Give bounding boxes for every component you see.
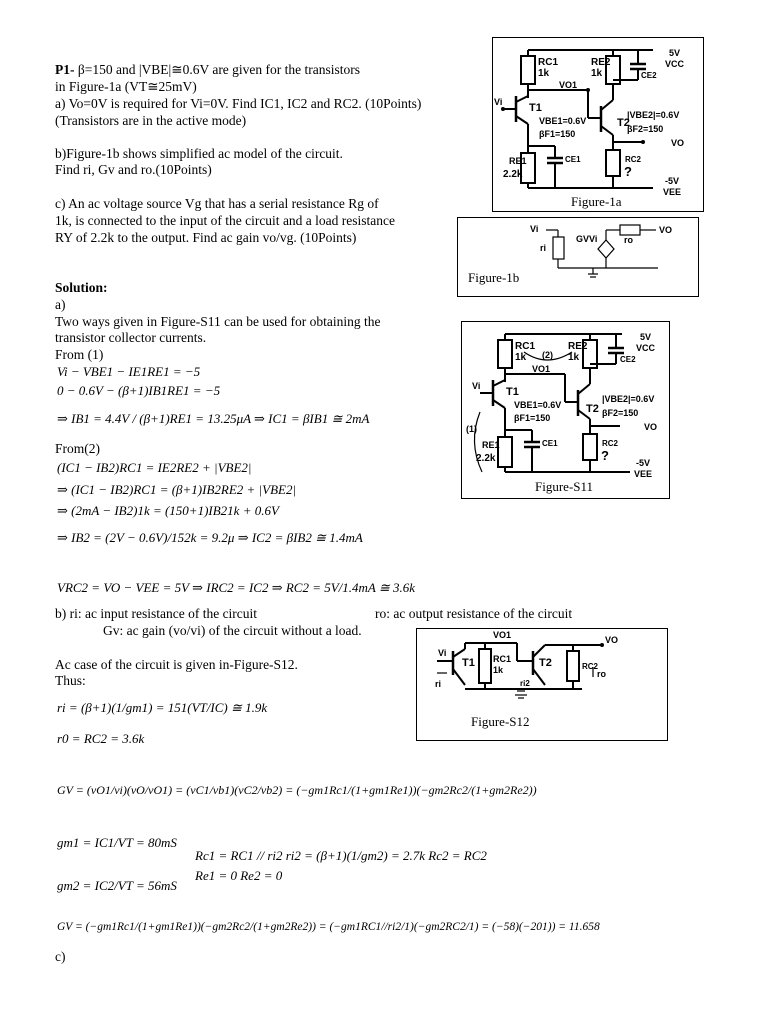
from-2-label: From(2) xyxy=(55,441,100,456)
label-beta2: βF2=150 xyxy=(627,124,664,134)
problem-line-2: in Figure-1a (VT≅25mV) xyxy=(55,79,197,94)
label-vcc-value: 5V xyxy=(669,48,681,58)
equation-ro: r0 = RC2 = 3.6k xyxy=(57,731,145,746)
part-a-note: (Transistors are in the active mode) xyxy=(55,113,247,128)
equation-re-definitions: Re1 = 0 Re2 = 0 xyxy=(195,868,283,883)
figure-1a xyxy=(492,37,704,212)
s11-label-vbe1: VBE1=0.6V xyxy=(514,400,562,410)
equation-gm1: gm1 = IC1/VT = 80mS xyxy=(57,835,177,850)
label-vee: VEE xyxy=(663,187,682,197)
s11-label-vee-value: -5V xyxy=(636,458,651,468)
equation-gv: GV = (vO1/vi)(vO/vO1) = (vC1/vb1)(vC2/vb2) = (−gm1Rc1/(1+gm1Re1))(−gm2Rc2/(1+gm2Re2)) xyxy=(57,783,537,797)
part-c-line-1: c) An ac voltage source Vg that has a serial resistance Rg of xyxy=(55,196,379,211)
b-gv-definition: Gv: ac gain (vo/vi) of the circuit without a load. xyxy=(103,623,362,638)
equation-1: Vi − VBE1 − IE1RE1 = −5 xyxy=(57,364,201,379)
label-rc2: RC2 xyxy=(625,155,642,164)
label-ce1: CE1 xyxy=(565,155,581,164)
s12-label-vo: VO xyxy=(605,635,619,645)
equation-6: ⇒ (2mA − IB2)1k = (150+1)IB21k + 0.6V xyxy=(57,503,279,518)
figure-s12-schematic xyxy=(417,629,667,740)
problem-line-1 xyxy=(55,61,360,78)
label-gv-source: GVVi xyxy=(576,234,598,244)
label-vo-1b: VO xyxy=(659,225,673,235)
figure-1b xyxy=(457,217,699,297)
figure-1a-caption: Figure-1a xyxy=(571,194,622,209)
problem-givens: β=150 and |VBE|≅0.6V are given for the transistors xyxy=(77,62,361,77)
value-re1: 2.2k xyxy=(503,169,523,180)
label-vo1: VO1 xyxy=(559,80,578,90)
label-vo: VO xyxy=(671,138,685,148)
s11-value-rc2: ? xyxy=(601,448,609,463)
solution-intro-2: transistor collector currents. xyxy=(55,330,207,345)
equation-4: (IC1 − IB2)RC1 = IE2RE2 + |VBE2| xyxy=(57,460,252,475)
s11-label-t2: T2 xyxy=(586,403,599,415)
b-ri-definition: b) ri: ac input resistance of the circuit xyxy=(55,606,258,621)
s11-label-vo: VO xyxy=(644,422,658,432)
equation-gm2: gm2 = IC2/VT = 56mS xyxy=(57,878,177,893)
label-vbe2: |VBE2|=0.6V xyxy=(627,110,680,120)
equation-7: ⇒ IB2 = (2V − 0.6V)/152k = 9.2μ ⇒ IC2 = βIB2 ≅ 1.4mA xyxy=(57,530,363,545)
loop-1-label: (1) xyxy=(466,424,477,434)
s11-label-re1: RE1 xyxy=(482,440,500,450)
s12-label-vi: Vi xyxy=(438,648,447,658)
label-vbe1: VBE1=0.6V xyxy=(539,116,587,126)
label-vi: Vi xyxy=(494,97,503,107)
label-ri-1b: ri xyxy=(540,243,547,253)
part-a-question: a) Vo=0V is required for Vi=0V. Find IC1, IC2 and RC2. (10Points) xyxy=(55,96,422,111)
part-c-line-3: RY of 2.2k to the output. Find ac gain vo/vg. (10Points) xyxy=(55,230,357,245)
s11-label-vcc-value: 5V xyxy=(640,332,652,342)
s11-label-vi: Vi xyxy=(472,381,481,391)
equation-rc-definitions: Rc1 = RC1 // ri2 ri2 = (β+1)(1/gm2) = 2.7k Rc2 = RC2 xyxy=(195,848,487,863)
label-re1: RE1 xyxy=(509,156,527,166)
label-ce2: CE2 xyxy=(641,71,657,80)
solution-part-a: a) xyxy=(55,297,66,312)
s11-label-vbe2: |VBE2|=0.6V xyxy=(602,394,655,404)
label-vi-1b: Vi xyxy=(530,224,539,234)
loop-2-label: (2) xyxy=(542,350,553,360)
ac-case-text: Ac case of the circuit is given in-Figure-S12. xyxy=(55,657,298,672)
s11-label-vcc: VCC xyxy=(636,343,656,353)
label-vee-value: -5V xyxy=(665,176,680,186)
figure-1a-schematic xyxy=(493,38,703,211)
part-c-line-2: 1k, is connected to the input of the circuit and a load resistance xyxy=(55,213,396,228)
equation-5: ⇒ (IC1 − IB2)RC1 = (β+1)IB2RE2 + |VBE2| xyxy=(57,482,297,497)
value-rc2-unknown: ? xyxy=(624,164,632,179)
equation-2: 0 − 0.6V − (β+1)IB1RE1 = −5 xyxy=(57,383,221,398)
value-rc1: 1k xyxy=(538,68,550,79)
s11-value-re2: 1k xyxy=(568,352,580,363)
s12-label-vo1: VO1 xyxy=(493,630,512,640)
figure-s12 xyxy=(416,628,668,741)
label-t1: T1 xyxy=(529,102,542,114)
value-re2: 1k xyxy=(591,68,603,79)
label-rc1: RC1 xyxy=(538,57,559,68)
equation-3: ⇒ IB1 = 4.4V / (β+1)RE1 = 13.25μA ⇒ IC1 = βIB1 ≅ 2mA xyxy=(57,411,370,426)
s11-label-vee: VEE xyxy=(634,469,653,479)
s12-label-t2: T2 xyxy=(539,657,552,669)
s11-label-vo1: VO1 xyxy=(532,364,551,374)
b-ro-definition: ro: ac output resistance of the circuit xyxy=(375,606,573,621)
s11-label-re2: RE2 xyxy=(568,341,588,352)
s12-label-t1: T1 xyxy=(462,657,475,669)
thus-label: Thus: xyxy=(55,673,86,688)
s12-label-ri: ri xyxy=(435,679,442,689)
problem-label: P1- xyxy=(55,62,75,77)
s11-label-beta2: βF2=150 xyxy=(602,408,639,418)
part-b-task: Find ri, Gv and ro.(10Points) xyxy=(55,162,212,177)
label-re2: RE2 xyxy=(591,57,611,68)
from-1-label: From (1) xyxy=(55,347,104,362)
s11-label-ce1: CE1 xyxy=(542,439,558,448)
s11-label-rc2: RC2 xyxy=(602,439,619,448)
s12-label-rc2: RC2 xyxy=(582,662,599,671)
equation-8: VRC2 = VO − VEE = 5V ⇒ IRC2 = IC2 ⇒ RC2 = 5V/1.4mA ≅ 3.6k xyxy=(57,580,416,595)
label-ro-1b: ro xyxy=(624,235,633,245)
label-beta1: βF1=150 xyxy=(539,129,576,139)
s11-label-rc1: RC1 xyxy=(515,341,536,352)
solution-part-c: c) xyxy=(55,949,66,964)
s12-label-ri2: ri2 xyxy=(520,679,530,688)
equation-gv-result: GV = (−gm1Rc1/(1+gm1Re1))(−gm2Rc2/(1+gm2Re2)) = (−gm1RC1//ri2/1)(−gm2RC2/1) = (−58)(−201)) = 11.658 xyxy=(57,921,600,933)
s11-value-rc1: 1k xyxy=(515,352,527,363)
part-b-question: b)Figure-1b shows simplified ac model of the circuit. xyxy=(55,146,343,161)
s11-label-beta1: βF1=150 xyxy=(514,413,551,423)
label-t2: T2 xyxy=(617,117,630,129)
label-vcc: VCC xyxy=(665,59,685,69)
s11-label-t1: T1 xyxy=(506,386,519,398)
figure-s12-caption: Figure-S12 xyxy=(471,714,530,729)
s11-value-re1: 2.2k xyxy=(476,453,496,464)
equation-ri: ri = (β+1)(1/gm1) = 151(VT/IC) ≅ 1.9k xyxy=(57,700,268,715)
figure-s11-schematic xyxy=(462,322,669,498)
s12-label-rc1: RC1 xyxy=(493,654,512,664)
solution-intro-1: Two ways given in Figure-S11 can be used for obtaining the xyxy=(55,314,381,329)
s12-value-rc1: 1k xyxy=(493,665,504,675)
figure-1b-caption: Figure-1b xyxy=(468,270,520,285)
s12-label-ro: ro xyxy=(597,669,606,679)
s11-label-ce2: CE2 xyxy=(620,355,636,364)
figure-s11-caption: Figure-S11 xyxy=(535,479,594,494)
figure-s11 xyxy=(461,321,670,499)
solution-heading: Solution: xyxy=(55,280,108,295)
